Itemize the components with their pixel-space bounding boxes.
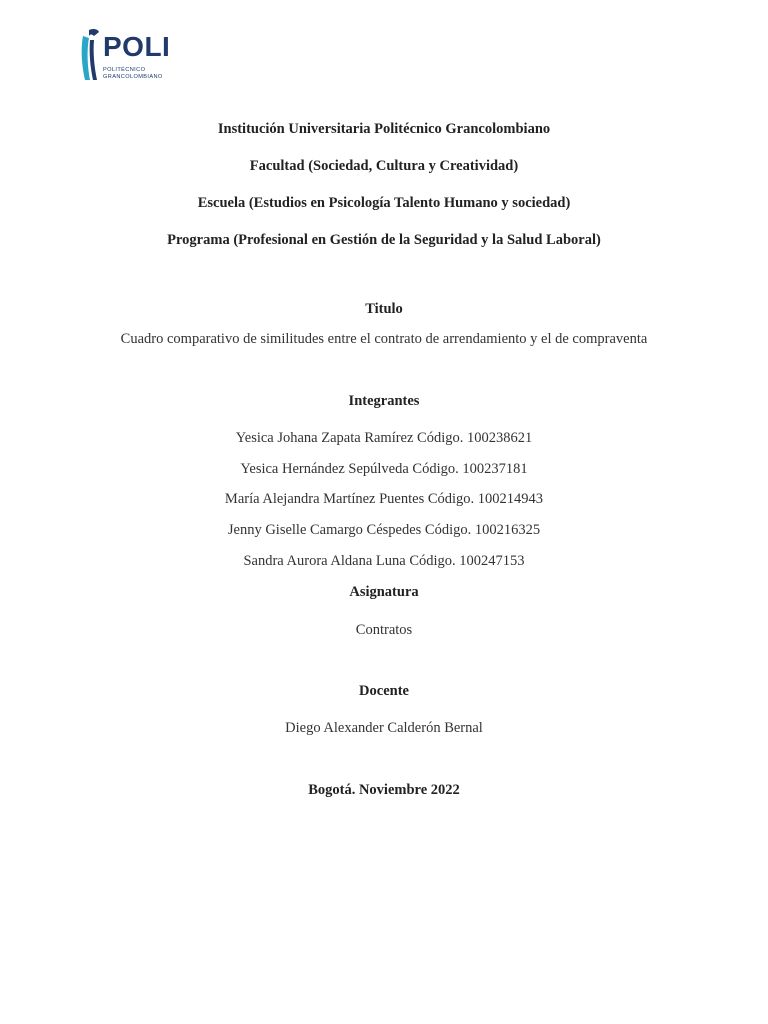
- members-heading: Integrantes: [348, 393, 420, 409]
- logo-subtitle: [103, 67, 163, 81]
- faculty-name: Facultad (Sociedad, Cultura y Creatividad): [249, 158, 519, 174]
- teacher-name: Diego Alexander Calderón Bernal: [285, 720, 483, 736]
- document-title: Cuadro comparativo de similitudes entre el contrato de arrendamiento y el de compraventa: [120, 331, 648, 347]
- title-heading: Titulo: [365, 301, 403, 317]
- logo-wordmark: POLI: [103, 31, 171, 62]
- institution-name: Institución Universitaria Politécnico Grancolombiano: [217, 121, 551, 137]
- poli-logo-icon: [79, 26, 101, 86]
- member-item: Jenny Giselle Camargo Céspedes Código. 100216325: [227, 522, 541, 538]
- member-item: Yesica Johana Zapata Ramírez Código. 100238621: [235, 430, 533, 446]
- subject-value: Contratos: [355, 622, 413, 638]
- poli-logo: [79, 26, 179, 88]
- member-item: María Alejandra Martínez Puentes Código. 100214943: [224, 491, 544, 507]
- logo-subtitle-line-1: POLITÉCNICO: [103, 67, 146, 73]
- logo-subtitle-line-2: GRANCOLOMBIANO: [103, 74, 163, 80]
- member-item: Sandra Aurora Aldana Luna Código. 100247153: [243, 553, 525, 569]
- program-name: Programa (Profesional en Gestión de la Seguridad y la Salud Laboral): [167, 232, 601, 248]
- member-item: Yesica Hernández Sepúlveda Código. 100237181: [240, 461, 528, 477]
- place-date: Bogotá. Noviembre 2022: [308, 782, 460, 798]
- teacher-heading: Docente: [359, 683, 409, 699]
- subject-heading: Asignatura: [349, 584, 419, 600]
- school-name: Escuela (Estudios en Psicología Talento Humano y sociedad): [197, 195, 571, 211]
